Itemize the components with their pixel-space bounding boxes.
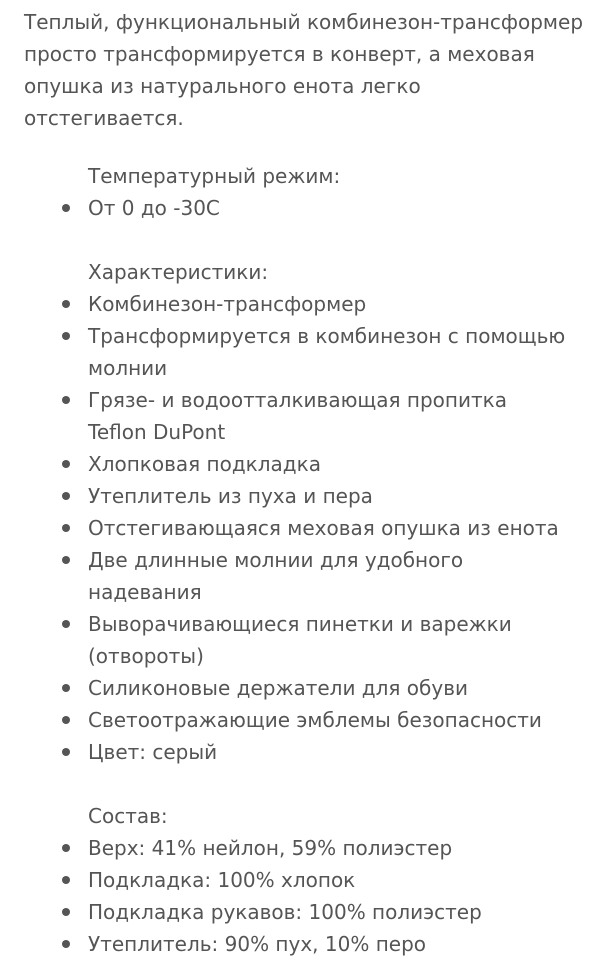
intro-paragraph: Теплый, функциональный комбинезон-трансформер просто трансформируется в конверт, а меховая опушка из натурального енота легко отстегивается. bbox=[24, 10, 584, 130]
section-title: Температурный режим: bbox=[88, 164, 341, 188]
bullet-icon bbox=[62, 876, 70, 884]
bullet-icon bbox=[62, 396, 70, 404]
bullet-icon bbox=[62, 684, 70, 692]
list-item: Выворачивающиеся пинетки и варежки (отвороты) bbox=[24, 608, 576, 672]
bullet-icon bbox=[62, 332, 70, 340]
list-item: Утеплитель: 90% пух, 10% перо bbox=[24, 928, 576, 960]
list-item: Две длинные молнии для удобного надевания bbox=[24, 544, 576, 608]
bullet-icon bbox=[62, 748, 70, 756]
bullet-icon bbox=[62, 940, 70, 948]
list-item: Отстегивающаяся меховая опушка из енота bbox=[24, 512, 576, 544]
bullet-icon bbox=[62, 524, 70, 532]
bullet-icon bbox=[62, 492, 70, 500]
bullet-icon bbox=[62, 300, 70, 308]
section-title: Состав: bbox=[88, 804, 168, 828]
list-item: Трансформируется в комбинезон с помощью молнии bbox=[24, 320, 576, 384]
bullet-icon bbox=[62, 460, 70, 468]
bullet-icon bbox=[62, 556, 70, 564]
bullet-list bbox=[24, 288, 576, 768]
list-item: Комбинезон-трансформер bbox=[24, 288, 576, 320]
section-characteristics bbox=[24, 256, 576, 768]
list-item: Цвет: серый bbox=[24, 736, 576, 768]
bullet-icon bbox=[62, 620, 70, 628]
section-composition bbox=[24, 800, 576, 960]
bullet-icon bbox=[62, 716, 70, 724]
bullet-list bbox=[24, 192, 576, 224]
list-item: Светоотражающие эмблемы безопасности bbox=[24, 704, 576, 736]
list-item: Силиконовые держатели для обуви bbox=[24, 672, 576, 704]
list-item: Подкладка рукавов: 100% полиэстер bbox=[24, 896, 576, 928]
list-item: Хлопковая подкладка bbox=[24, 448, 576, 480]
bullet-icon bbox=[62, 844, 70, 852]
list-item: Верх: 41% нейлон, 59% полиэстер bbox=[24, 832, 576, 864]
section-title: Характеристики: bbox=[88, 260, 269, 284]
list-item: Подкладка: 100% хлопок bbox=[24, 864, 576, 896]
list-item: Грязе- и водоотталкивающая пропитка Teflon DuPont bbox=[24, 384, 576, 448]
bullet-icon bbox=[62, 908, 70, 916]
list-item: Утеплитель из пуха и пера bbox=[24, 480, 576, 512]
bullet-icon bbox=[62, 204, 70, 212]
bullet-list bbox=[24, 832, 576, 960]
list-item: От 0 до -30С bbox=[24, 192, 576, 224]
section-temperature bbox=[24, 160, 576, 224]
